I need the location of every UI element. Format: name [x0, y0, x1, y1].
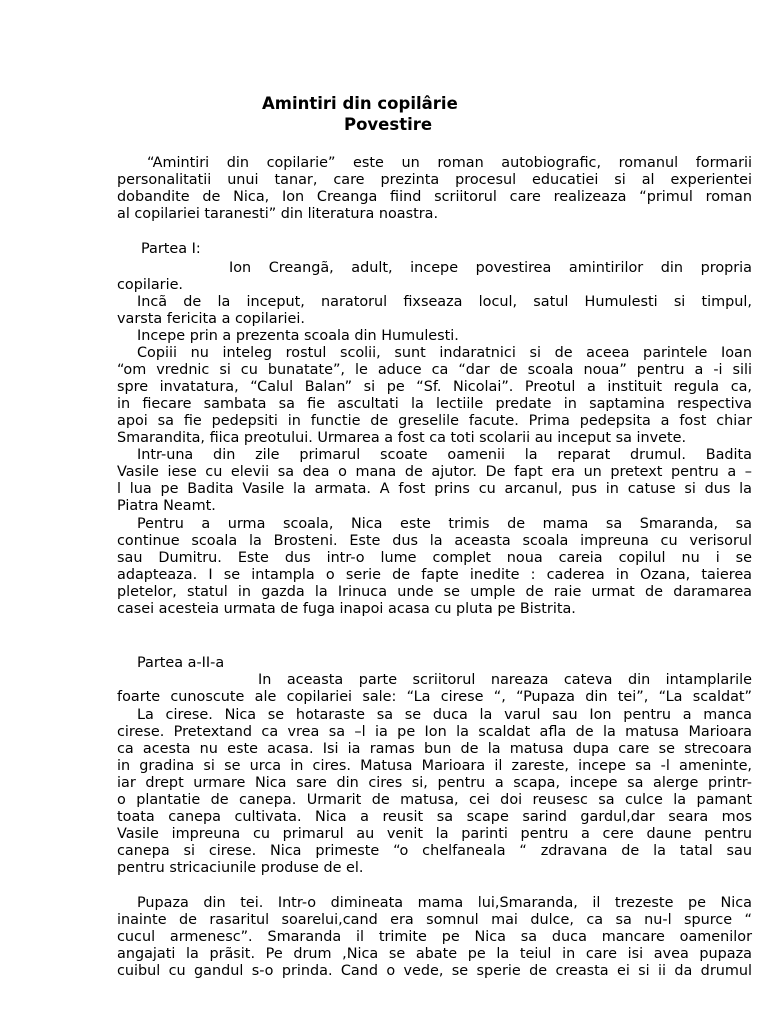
text-line: continue scoala la Brosteni. Este dus la aceasta scoala impreuna cu verisorul: [117, 533, 752, 549]
document-subtitle: Povestire: [344, 115, 433, 134]
text-line: apoi sa fie pedepsiti in functie de greselile facute. Prima pedepsita a fost chiar: [117, 413, 752, 429]
text-line: personalitatii unui tanar, care prezinta procesul educatiei si al experientei: [117, 172, 752, 188]
section-heading: Partea a-II-a: [137, 655, 225, 671]
text-line: toata canepa cultivata. Nica a reusit sa scape sarind gardul,dar seara mos: [117, 809, 752, 825]
text-line: spre invatatura, “Calul Balan” si pe “Sf. Nicolai”. Preotul a instituit regula ca,: [117, 379, 752, 395]
text-line: foarte cunoscute ale copilariei sale: “La cirese “, “Pupaza din tei”, “La scaldat”: [117, 689, 752, 705]
text-line: Ion Creangã, adult, incepe povestirea amintirilor din propria: [229, 260, 752, 276]
text-line: Incã de la inceput, naratorul fixseaza locul, satul Humulesti si timpul,: [137, 294, 752, 310]
text-line: adapteaza. I se intampla o serie de fapte inedite : caderea in Ozana, taierea: [117, 567, 752, 583]
text-line: Copiii nu inteleg rostul scolii, sunt indaratnici si de aceea parintele Ioan: [137, 345, 752, 361]
text-line: in gradina si se urca in cires. Matusa Marioara il zareste, incepe sa -l ameninte,: [117, 758, 752, 774]
text-line: Pupaza din tei. Intr-o dimineata mama lui,Smaranda, il trezeste pe Nica: [137, 895, 752, 911]
text-line: al copilariei taranesti” din literatura noastra.: [117, 206, 439, 222]
text-line: iar drept urmare Nica sare din cires si, pentru a scapa, incepe sa alerge printr-: [117, 775, 752, 791]
text-line: cirese. Pretextand ca vrea sa –l ia pe Ion la scaldat afla de la matusa Marioara: [117, 724, 752, 740]
text-line: inainte de rasaritul soarelui,cand era somnul mai dulce, ca sa nu-l spurce “: [117, 912, 752, 928]
text-line: Smarandita, fiica preotului. Urmarea a fost ca toti scolarii au inceput sa invete.: [117, 430, 687, 446]
text-line: l lua pe Badita Vasile la armata. A fost prins cu arcanul, pus in catuse si dus la: [117, 481, 752, 497]
text-line: La cirese. Nica se hotaraste sa se duca la varul sau Ion pentru a manca: [137, 707, 752, 723]
text-line: o plantatie de canepa. Urmarit de matusa, cei doi reusesc sa culce la pamant: [117, 792, 752, 808]
text-line: cuibul cu gandul s-o prinda. Cand o vede, se sperie de creasta ei si ii da drumul: [117, 963, 752, 979]
text-line: ca acesta nu este acasa. Isi ia ramas bun de la matusa dupa care se strecoara: [117, 741, 752, 757]
text-line: In aceasta parte scriitorul nareaza cateva din intamplarile: [258, 672, 752, 688]
text-line: Piatra Neamt.: [117, 498, 216, 514]
text-line: Vasile iese cu elevii sa dea o mana de ajutor. De fapt era un pretext pentru a –: [117, 464, 752, 480]
text-line: Vasile impreuna cu primarul au venit la parinti pentru a cere daune pentru: [117, 826, 752, 842]
text-line: angajati la prãsit. Pe drum ,Nica se abate pe la teiul in care isi avea pupaza: [117, 946, 752, 962]
text-line: Incepe prin a prezenta scoala din Humulesti.: [137, 328, 459, 344]
text-line: cucul armenesc”. Smaranda il trimite pe Nica sa duca mancare oamenilor: [117, 929, 752, 945]
text-line: “om vrednic si cu bunatate”, le aduce ca “dar de scoala noua” pentru a -i sili: [117, 362, 752, 378]
text-line: dobandite de Nica, Ion Creanga fiind scriitorul care realizeaza “primul roman: [117, 189, 752, 205]
text-line: in fiecare sambata sa fie ascultati la lectiile predate in saptamina respectiva: [117, 396, 752, 412]
document-title: Amintiri din copilârie: [262, 94, 458, 113]
text-line: casei acesteia urmata de fuga inapoi acasa cu pluta pe Bistrita.: [117, 601, 576, 617]
text-line: pentru stricaciunile produse de el.: [117, 860, 364, 876]
text-line: pletelor, statul in gazda la Irinuca unde se umple de raie urmat de daramarea: [117, 584, 752, 600]
text-line: sau Dumitru. Este dus intr-o lume complet noua careia copilul nu i se: [117, 550, 752, 566]
text-line: canepa si cirese. Nica primeste “o chelfaneala “ zdravana de la tatal sau: [117, 843, 752, 859]
text-line: copilarie.: [117, 277, 184, 293]
text-line: “Amintiri din copilarie” este un roman autobiografic, romanul formarii: [147, 155, 752, 171]
text-line: varsta fericita a copilariei.: [117, 311, 305, 327]
text-line: Pentru a urma scoala, Nica este trimis de mama sa Smaranda, sa: [137, 516, 752, 532]
text-line: Intr-una din zile primarul scoate oamenii la reparat drumul. Badita: [137, 447, 752, 463]
section-heading: Partea I:: [141, 241, 201, 257]
